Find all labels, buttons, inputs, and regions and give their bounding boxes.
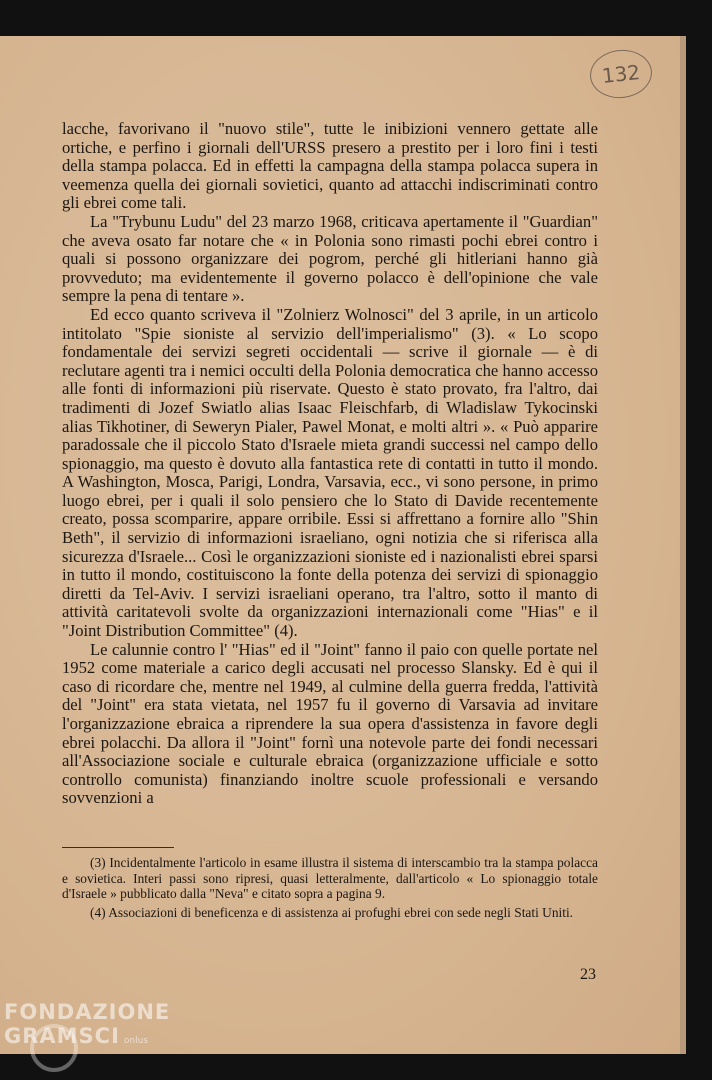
footnote: (3) Incidentalmente l'articolo in esame illustra il sistema di interscambio tra la stampa polacca e sovietica. Interi passi sono ripresi, quasi letteralmente, dall'articolo « Lo spionaggio totale d'Israele » pubblicato dalla "Neva" e citato sopra a pagina 9. xyxy=(62,855,598,902)
handwritten-page-annotation: 132 xyxy=(588,47,655,101)
page-edge xyxy=(680,36,686,1054)
watermark-line1: FONDAZIONE xyxy=(4,1000,171,1024)
paragraph: Le calunnie contro l' "Hias" ed il "Joint" fanno il paio con quelle portate nel 1952 come materiale a carico degli accusati nel processo Slansky. Ed è qui il caso di ricordare che, mentre nel 1949, al culmine della guerra fredda, l'attività del "Joint" era stata vietata, nel 1957 fu il governo di Varsavia ad invitare l'organizzazione ebraica a riprendere la sua opera d'assistenza in favore degli ebrei polacchi. Da allora il "Joint" fornì una notevole parte dei fondi necessari all'Associazione sociale e culturale ebraica (organizzazione ufficiale e sotto controllo comunista) finanziando inoltre scuole professionali e versando sovvenzioni a xyxy=(62,639,598,808)
watermark-line2-text: GRAMSCI xyxy=(4,1024,120,1048)
watermark xyxy=(4,1000,170,1053)
footnotes xyxy=(62,855,598,923)
paragraph: Ed ecco quanto scriveva il "Zolnierz Wolnosci" del 3 aprile, in un articolo intitolato "Spie sioniste al servizio dell'imperialismo" (3). « Lo scopo fondamentale dei servizi segreti occidentali — scrive il giornale — è di reclutare agenti tra i nemici occulti della Polonia democratica che hanno accesso alle fonti di informazioni più riservate. Questo è stato provato, fra l'altro, dai tradimenti di Jozef Swiatlo alias Isaac Fleischfarb, di Wladislaw Tykocinski alias Tikhotiner, di Seweryn Pialer, Pawel Monat, e molti altri ». « Può apparire paradossale che il piccolo Stato d'Israele mieta grandi successi nel campo dello spionaggio, ma questo è dovuto alla fantastica rete di contatti in tutto il mondo. A Washington, Mosca, Parigi, Londra, Varsavia, ecc., vi sono persone, in primo luogo ebrei, per i quali il solo pensiero che lo Stato di Davide recentemente creato, possa scomparire, appare orribile. Essi si affrettano a fornire allo "Shin Beth", il servizio di informazioni israeliano, ogni notizia che si riferisca alla sicurezza d'Israele... Così le organizzazioni sioniste ed i nazionalisti ebrei sparsi in tutto il mondo, costituiscono la fonte della potenza dei servizi di spionaggio diretti da Tel-Aviv. I servizi israeliani operano, tra l'altro, sotto il manto di attività caritatevoli svolte da organizzazioni internazionali come "Hias" e il "Joint Distribution Committee" (4). xyxy=(62,304,598,641)
body-text xyxy=(62,120,598,808)
paragraph: lacche, favorivano il "nuovo stile", tutte le inibizioni vennero gettate alle ortiche, e perfino i giornali dell'URSS presero a prestito per i loro fini i testi della stampa polacca. Ed in effetti la campagna della stampa polacca supera in veemenza quella dei giornali sovietici, quanto ad attacchi indiscriminati contro gli ebrei come tali. xyxy=(62,119,598,213)
watermark-suffix: onlus xyxy=(123,1036,149,1046)
watermark-line2 xyxy=(4,1024,170,1053)
paragraph: La "Trybunu Ludu" del 23 marzo 1968, criticava apertamente il "Guardian" che aveva osato far notare che « in Polonia sono rimasti pochi ebrei contro i quali si possono organizzare dei pogrom, perché gli hitleriani hanno già provveduto; ma evidentemente il governo polacco è dell'opinione che vale sempre la pena di tentare ». xyxy=(62,211,598,306)
footnote-rule xyxy=(62,847,174,848)
page-number: 23 xyxy=(580,966,596,983)
footnote: (4) Associazioni di beneficenza e di assistenza ai profughi ebrei con sede negli Stati Uniti. xyxy=(90,904,574,920)
